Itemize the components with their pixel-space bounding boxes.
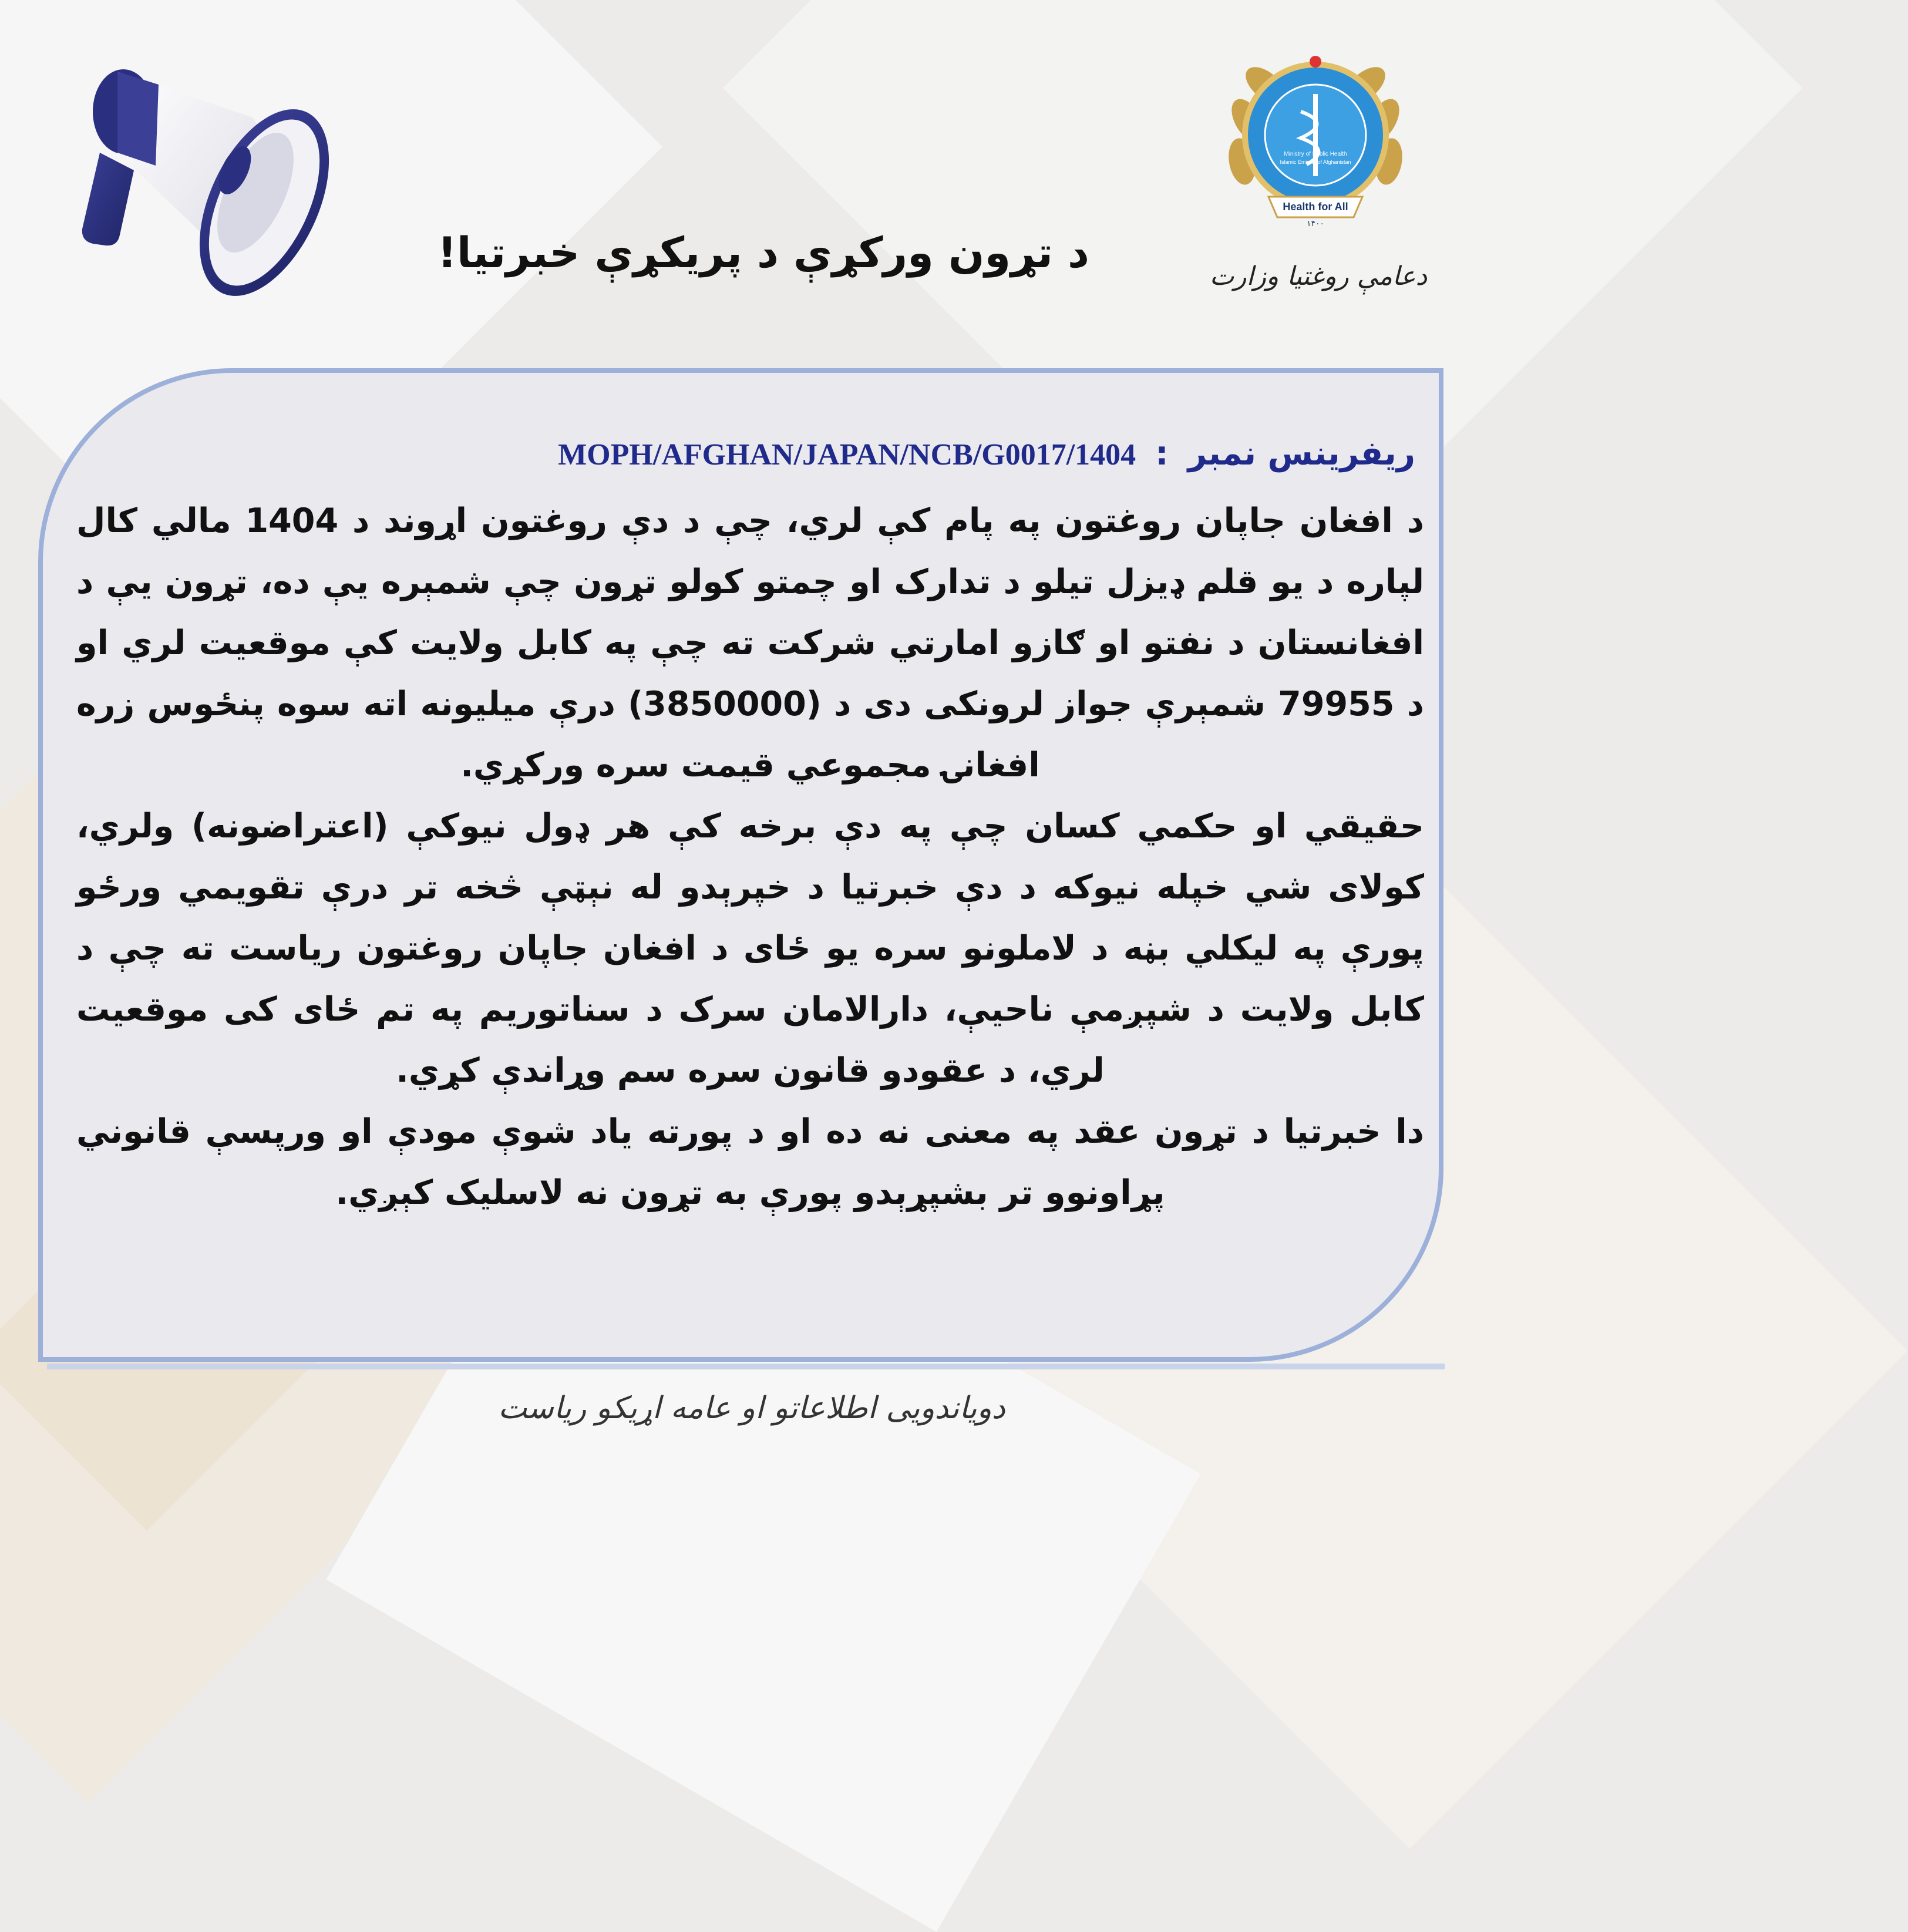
headline: د تړون ورکړې د پریکړې خبرتیا! <box>438 228 1089 277</box>
reference-number: MOPH/AFGHAN/JAPAN/NCB/G0017/1404 <box>558 438 1136 472</box>
reference-separator: : <box>1155 435 1169 473</box>
reference-label: ریفرینس نمبر <box>1187 435 1415 473</box>
logo-text-2: Islamic Emirate of Afghanistan <box>1280 159 1351 165</box>
logo-text-1: Ministry of Public Health <box>1284 151 1347 157</box>
reference-line <box>405 428 1415 480</box>
megaphone-icon <box>59 35 364 311</box>
svg-text:دویاندویی اطلاعاتو او عامه اړی: دویاندویی اطلاعاتو او عامه اړیکو ریاست <box>498 1391 1005 1426</box>
logo-motto: Health for All <box>1283 201 1348 213</box>
svg-text:دعامې روغتیا وزارت: دعامې روغتیا وزارت <box>1209 261 1428 291</box>
ministry-logo <box>1224 50 1406 232</box>
ministry-calligraphy <box>1209 241 1428 305</box>
paragraph: حقیقي او حکمي کسان چې په دې برخه کې هر ډول نیوکې (اعتراضونه) ولري، کولای شي خپله نیوکه د دې خبرتیا د خپرېدو له نېټې څخه تر درې تقویمي ورځو پورې په لیکلي بڼه د لاملونو سره یو ځای د افغان جاپان روغتون ریاست ته چې د کابل ولایت د شپږمې ناحیې، دارالامان سرک د سناتوریم په تم ځای کی موقعیت لري، د عقودو قانون سره سم وړاندې کړي. <box>76 807 1424 1090</box>
paragraph: دا خبرتیا د تړون عقد په معنی نه ده او د پورته یاد شوې مودې او ورپسې قانوني پړاونوو تر بشپړېدو پورې به تړون نه لاسلیک کېږي. <box>76 1112 1424 1212</box>
logo-year: ۱۴۰۰ <box>1306 219 1325 228</box>
footer-calligraphy <box>498 1371 1005 1442</box>
announcement-body <box>76 490 1424 1348</box>
paragraph: د افغان جاپان روغتون په پام کې لري، چې د دې روغتون اړوند د 1404 مالي کال لپاره د یو قلم ډیزل تیلو د تدارک او چمتو کولو تړون چې شمېره یې ده، تړون یې د افغانستان د نفتو او ګازو امارتي شرکت ته چې په کابل ولایت کې موقعیت لري او د 79955 شمېرې جواز لرونکی دی د (3850000) درې میلیونه اته سوه پنځوس زره افغانۍ مجموعي قیمت سره ورکړي. <box>76 501 1424 785</box>
card-shadow <box>47 1364 1445 1369</box>
